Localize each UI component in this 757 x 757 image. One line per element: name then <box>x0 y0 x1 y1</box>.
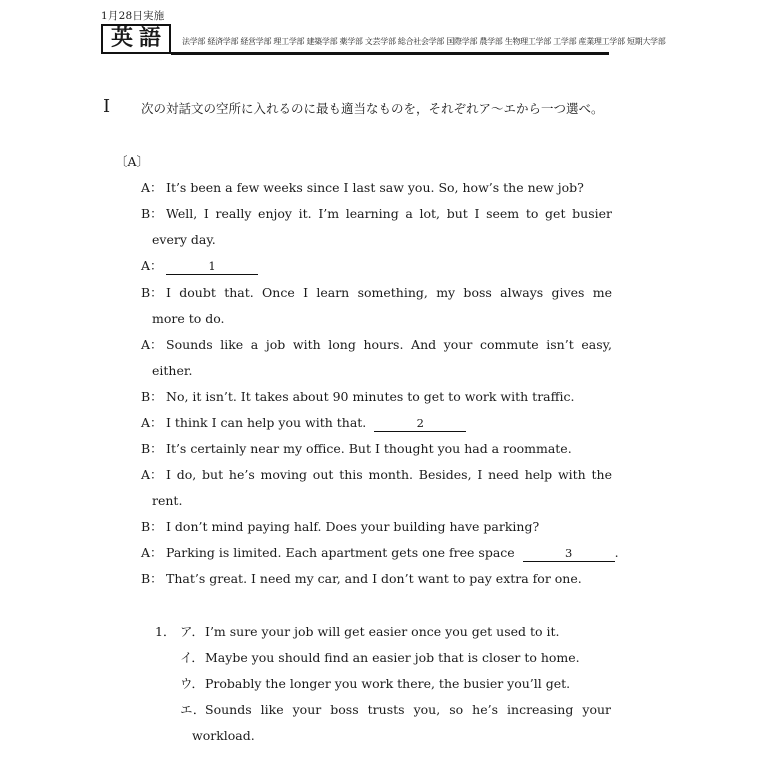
speaker-label: B： <box>141 206 163 221</box>
dialogue-text-cont: more to do. <box>152 311 225 326</box>
option-text: Sounds like your boss trusts you, so he’s increasing your <box>205 702 611 717</box>
sentence-end: . <box>614 545 619 560</box>
dialogue-text-cont: every day. <box>152 232 216 247</box>
speaker-label: A： <box>141 467 163 482</box>
subject-title: 英語 <box>101 24 171 54</box>
answer-blank-1: 1 <box>166 259 258 275</box>
option-text: I’m sure your job will get easier once you get used to it. <box>205 624 560 639</box>
dialogue-text-cont: either. <box>152 363 193 378</box>
speaker-label: B： <box>141 571 163 586</box>
section-instruction: 次の対話文の空所に入れるのに最も適当なものを，それぞれア～エから一つ選べ。 <box>141 101 604 116</box>
dialogue-text: I doubt that. Once I learn something, my boss always gives me <box>166 285 612 300</box>
dialogue-text: Well, I really enjoy it. I’m learning a lot, but I seem to get busier <box>166 206 612 221</box>
dialogue-text: It’s certainly near my office. But I thought you had a roommate. <box>166 441 572 456</box>
dialogue-text: It’s been a few weeks since I last saw you. So, how’s the new job? <box>166 180 584 195</box>
option-mark: ウ． <box>180 676 205 691</box>
exam-header <box>101 10 666 51</box>
header-rule <box>171 52 609 55</box>
speaker-label: B： <box>141 285 163 300</box>
faculty-list: 法学部 経済学部 経営学部 理工学部 建築学部 薬学部 文芸学部 総合社会学部 国際学部 農学部 生物理工学部 工学部 産業理工学部 短期大学部 <box>182 37 666 46</box>
speaker-label: A： <box>141 545 163 560</box>
speaker-label: B： <box>141 441 163 456</box>
speaker-label: B： <box>141 389 163 404</box>
speaker-label: A： <box>141 337 163 352</box>
speaker-label: A： <box>141 258 163 273</box>
option-mark: エ． <box>180 702 206 717</box>
dialogue-text: No, it isn’t. It takes about 90 minutes to get to work with traffic. <box>166 389 575 404</box>
option-text: Maybe you should find an easier job that is closer to home. <box>205 650 580 665</box>
dialogue-text: I think I can help you with that. <box>166 415 367 430</box>
section-number: Ⅰ <box>103 96 111 117</box>
dialogue-text: That’s great. I need my car, and I don’t want to pay extra for one. <box>166 571 582 586</box>
option-text-cont: workload. <box>192 728 255 743</box>
exam-date: 1月28日実施 <box>101 10 165 22</box>
option-mark: イ． <box>180 650 204 665</box>
option-text: Probably the longer you work there, the busier you’ll get. <box>205 676 571 691</box>
answer-blank-3: 3 <box>523 546 615 562</box>
dialogue-text: I don’t mind paying half. Does your building have parking? <box>166 519 540 534</box>
dialogue-text-cont: rent. <box>152 493 183 508</box>
dialogue-text: I do, but he’s moving out this month. Besides, I need help with the <box>166 467 612 482</box>
dialogue-text: Sounds like a job with long hours. And your commute isn’t easy, <box>166 337 612 352</box>
option-mark: ア． <box>180 624 205 639</box>
answer-blank-2: 2 <box>374 416 466 432</box>
dialogue-text: Parking is limited. Each apartment gets one free space <box>166 545 515 560</box>
speaker-label: A： <box>141 180 163 195</box>
speaker-label: A： <box>141 415 163 430</box>
speaker-label: B： <box>141 519 163 534</box>
question-number: 1． <box>155 624 176 639</box>
part-label: 〔A〕 <box>115 154 150 169</box>
